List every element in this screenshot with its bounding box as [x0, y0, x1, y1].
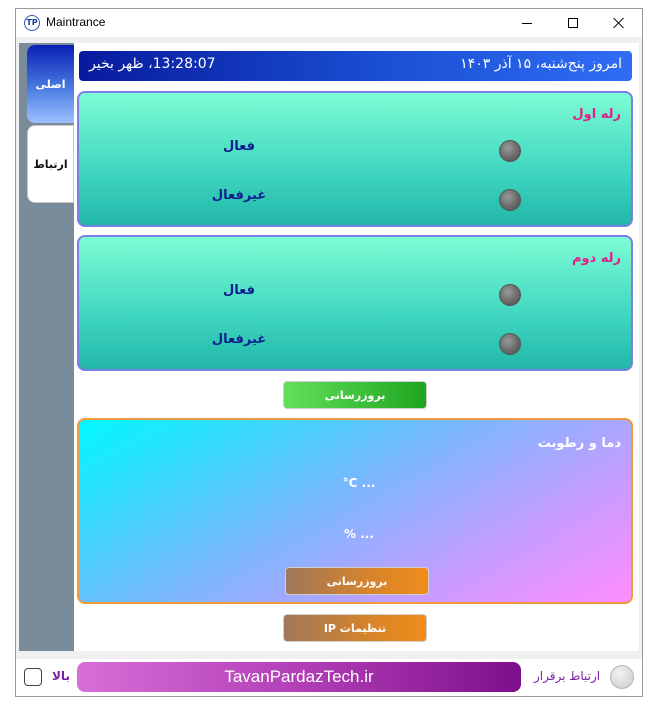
maximize-button[interactable] [550, 9, 596, 37]
date-time-bar [79, 51, 632, 81]
footer [16, 659, 642, 696]
window-title: Maintrance [46, 15, 106, 29]
relay-one-active-indicator [499, 140, 521, 162]
relay-one-active-label: فعال [222, 139, 255, 154]
minimize-icon [522, 23, 532, 24]
main-content [19, 43, 639, 651]
current-time: 13:28:07، ظهر بخیر [89, 56, 216, 72]
relay-one-panel [77, 91, 633, 227]
temperature-reading: °C ... [342, 476, 376, 490]
sidebar [19, 43, 74, 651]
app-window [15, 8, 643, 697]
relay-one-title: رله اول [572, 107, 621, 122]
minimize-button[interactable] [504, 9, 550, 37]
maximize-icon [568, 18, 578, 28]
relay-one-inactive-label: غیرفعال [211, 188, 267, 203]
tab-connection[interactable]: ارتباط [27, 125, 74, 203]
relay-two-inactive-label: غیرفعال [211, 332, 267, 347]
tab-main[interactable]: اصلی [27, 45, 74, 123]
refresh-climate-button[interactable]: بروزرسانی [285, 567, 429, 595]
current-date: امروز پنج‌شنبه، ۱۵ آذر ۱۴۰۳ [460, 56, 622, 72]
brand-link[interactable]: TavanPardazTech.ir [77, 662, 521, 692]
close-icon [613, 17, 625, 29]
climate-panel [77, 418, 633, 604]
relay-two-inactive-indicator [499, 333, 521, 355]
always-on-top-checkbox[interactable] [24, 668, 42, 686]
refresh-relays-button[interactable]: بروزرسانی [283, 381, 427, 409]
relay-one-inactive-indicator [499, 189, 521, 211]
connection-status-indicator [610, 665, 634, 689]
title-bar [16, 9, 642, 37]
close-button[interactable] [596, 9, 642, 37]
relay-two-active-indicator [499, 284, 521, 306]
relay-two-panel [77, 235, 633, 371]
humidity-reading: % ... [344, 527, 374, 541]
connection-status-label: ارتباط برقرار [534, 669, 601, 683]
ip-settings-button[interactable]: تنظیمات IP [283, 614, 427, 642]
relay-two-active-label: فعال [222, 283, 255, 298]
relay-two-title: رله دوم [571, 251, 621, 266]
app-logo-icon: TP [24, 15, 40, 31]
climate-title: دما و رطوبت [537, 436, 621, 451]
always-on-top-label: بالا [52, 669, 70, 683]
